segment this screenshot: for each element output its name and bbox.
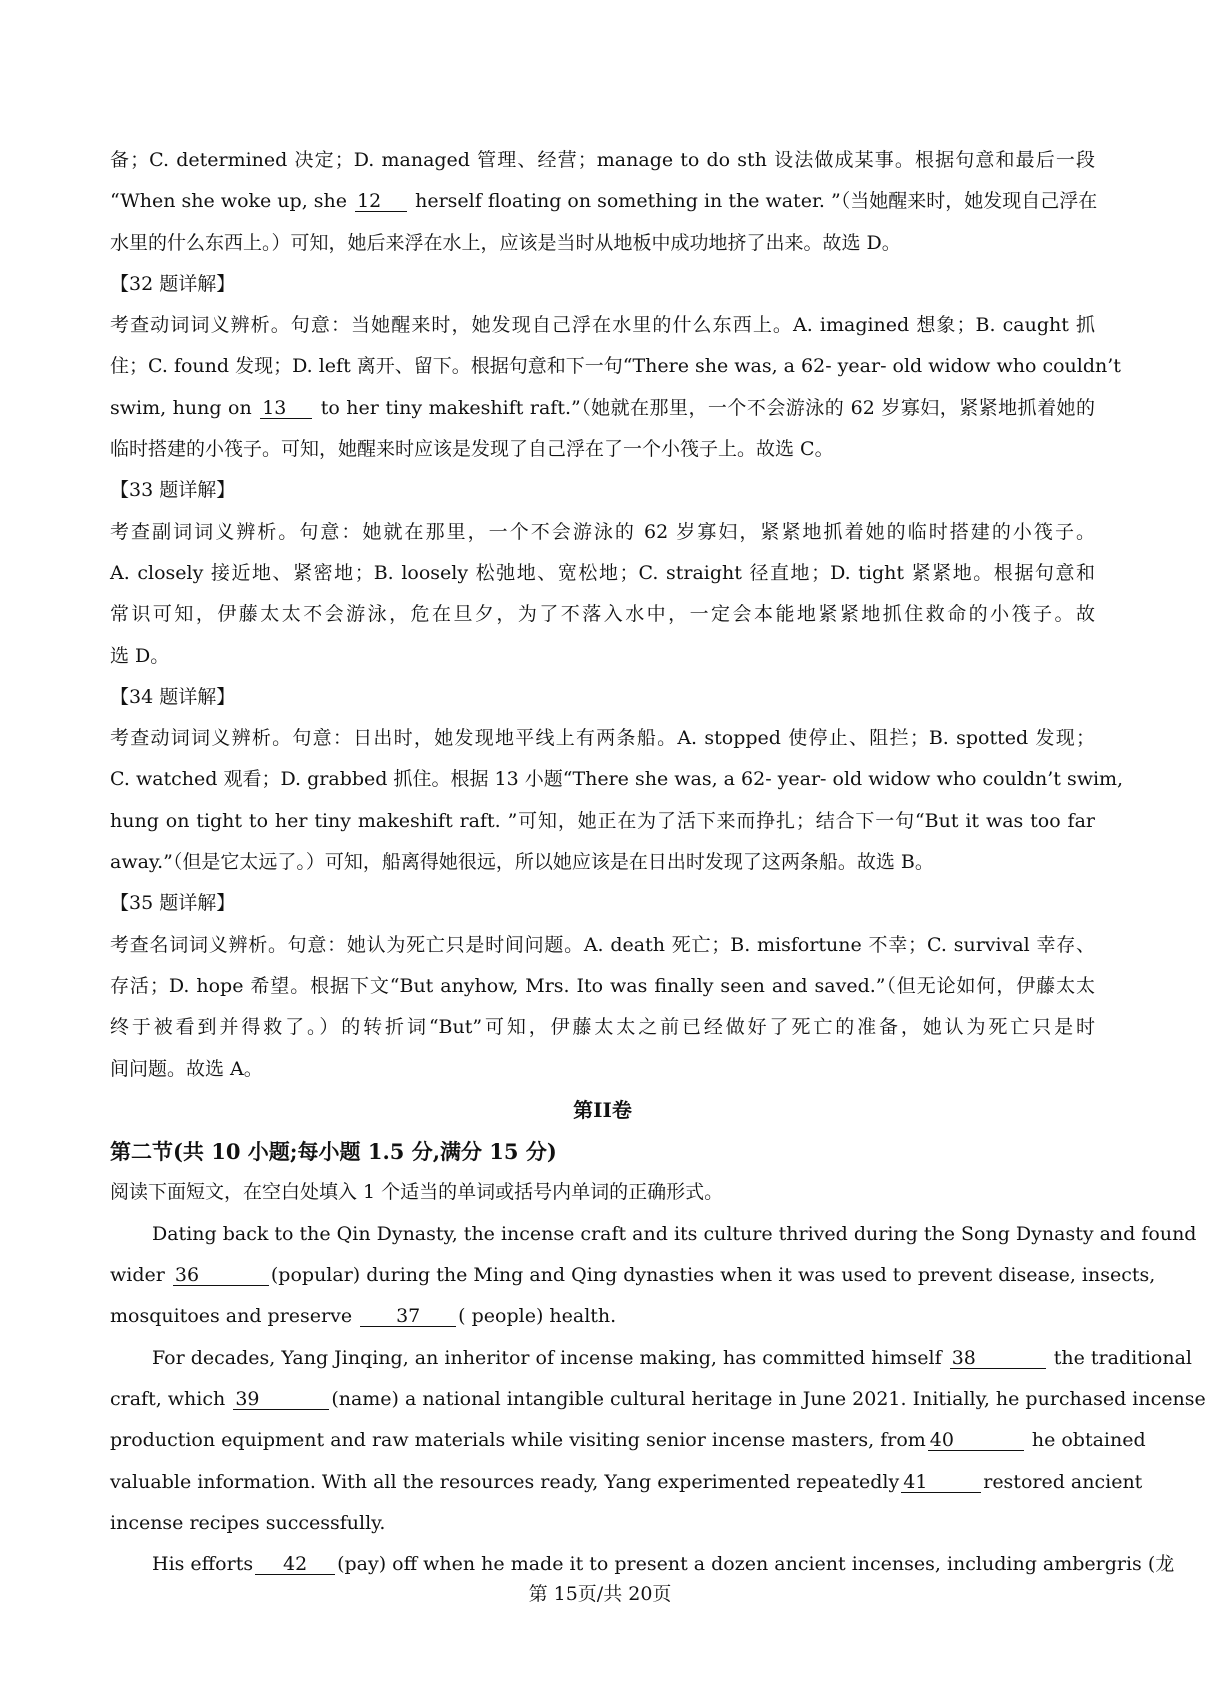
text-span: restored ancient bbox=[983, 1470, 1143, 1493]
text-line: away.”（但是它太远了。）可知，船离得她很远，所以她应该是在日出时发现了这两条船。故选 B。 bbox=[110, 851, 934, 874]
text-line: 常识可知，伊藤太太不会游泳，危在旦夕，为了不落入水中，一定会本能地紧紧地抓住救命的小筏子。故 bbox=[110, 603, 1095, 626]
instruction-text: 阅读下面短文，在空白处填入 1 个适当的单词或括号内单词的正确形式。 bbox=[110, 1181, 724, 1204]
text-span: (pay) off when he made it to present a dozen ancient incenses, including ambergris (龙 bbox=[337, 1553, 1175, 1576]
text-span: ( people) health. bbox=[458, 1305, 617, 1328]
passage-line: incense recipes successfully. bbox=[110, 1511, 386, 1534]
text-line bbox=[110, 388, 1095, 429]
section-heading-35: 【35 题详解】 bbox=[110, 892, 236, 915]
text-span: mosquitoes and preserve bbox=[110, 1305, 353, 1328]
text-line: 间问题。故选 A。 bbox=[110, 1057, 263, 1080]
text-span: production equipment and raw materials while visiting senior incense masters, from bbox=[110, 1429, 926, 1452]
page-number: 第 15页/共 20页 bbox=[528, 1583, 672, 1605]
text-line: 存活；D. hope 希望。根据下文“But anyhow, Mrs. Ito was finally seen and saved.”（但无论如何，伊藤太太 bbox=[110, 974, 1095, 997]
text-line: 终于被看到并得救了。）的转折词“But”可知，伊藤太太之前已经做好了死亡的准备，她认为死亡只是时 bbox=[110, 1016, 1095, 1039]
page-content bbox=[110, 140, 1206, 1585]
blank-12: 12 bbox=[355, 191, 407, 212]
text-line: 选 D。 bbox=[110, 644, 170, 667]
text-span: the traditional bbox=[1053, 1346, 1192, 1369]
text-span: “When she woke up, she bbox=[110, 190, 348, 213]
text-line: 考查名词词义辨析。句意：她认为死亡只是时间问题。A. death 死亡；B. misfortune 不幸；C. survival 幸存、 bbox=[110, 933, 1095, 956]
text-line: 临时搭建的小筏子。可知，她醒来时应该是发现了自己浮在了一个小筏子上。故选 C。 bbox=[110, 438, 834, 461]
blank-13: 13 bbox=[260, 398, 312, 419]
passage-line bbox=[110, 1296, 1095, 1337]
text-line: A. closely 接近地、紧密地；B. loosely 松弛地、宽松地；C. straight 径直地；D. tight 紧紧地。根据句意和 bbox=[110, 561, 1095, 584]
text-line: 考查动词词义辨析。句意：当她醒来时，她发现自己浮在水里的什么东西上。A. imagined 想象；B. caught 抓 bbox=[110, 314, 1095, 337]
text-span: For decades, Yang Jinqing, an inheritor of incense making, has committed himself bbox=[152, 1346, 942, 1369]
section-heading-33: 【33 题详解】 bbox=[110, 479, 236, 502]
text-span: he obtained bbox=[1031, 1429, 1146, 1452]
blank-41: 41 bbox=[901, 1472, 981, 1493]
text-span: His efforts bbox=[152, 1553, 254, 1576]
text-line: 考查动词词义辨析。句意：日出时，她发现地平线上有两条船。A. stopped 使停止、阻拦；B. spotted 发现； bbox=[110, 727, 1095, 750]
text-line: 考查副词词义辨析。句意：她就在那里，一个不会游泳的 62 岁寡妇，紧紧地抓着她的临时搭建的小筏子。 bbox=[110, 520, 1095, 543]
passage-line bbox=[110, 1255, 1156, 1296]
text-span: herself floating on something in the water. ”（当她醒来时，她发现自己浮在 bbox=[415, 190, 1098, 213]
blank-37: 37 bbox=[360, 1306, 456, 1327]
blank-38: 38 bbox=[950, 1348, 1046, 1369]
text-line bbox=[110, 181, 1098, 222]
text-span: wider bbox=[110, 1264, 165, 1287]
section-heading-34: 【34 题详解】 bbox=[110, 685, 236, 708]
text-span: to her tiny makeshift raft.”（她就在那里，一个不会游泳的 62 岁寡妇，紧紧地抓着她的 bbox=[320, 396, 1095, 419]
text-span: valuable information. With all the resources ready, Yang experimented repeatedly bbox=[110, 1470, 900, 1493]
blank-36: 36 bbox=[173, 1265, 269, 1286]
text-span: (name) a national intangible cultural heritage in June 2021. Initially, he purchased incense bbox=[331, 1387, 1206, 1410]
passage-line bbox=[110, 1462, 1143, 1503]
blank-42: 42 bbox=[255, 1554, 335, 1575]
blank-40: 40 bbox=[928, 1430, 1024, 1451]
text-line: 水里的什么东西上。）可知，她后来浮在水上，应该是当时从地板中成功地挤了出来。故选 D。 bbox=[110, 231, 901, 254]
text-span: craft, which bbox=[110, 1387, 226, 1410]
text-span: swim, hung on bbox=[110, 396, 252, 419]
passage-line bbox=[110, 1379, 1206, 1420]
passage-line: Dating back to the Qin Dynasty, the incense craft and its culture thrived during the Song Dynasty and found bbox=[152, 1222, 1197, 1245]
passage-line bbox=[110, 1420, 1146, 1461]
text-line: 住；C. found 发现；D. left 离开、留下。根据句意和下一句“There she was, a 62- year- old widow who couldn’t bbox=[110, 355, 1121, 378]
section-heading-32: 【32 题详解】 bbox=[110, 272, 236, 295]
blank-39: 39 bbox=[233, 1389, 329, 1410]
text-line: hung on tight to her tiny makeshift raft. ”可知，她正在为了活下来而挣扎；结合下一句“But it was too far bbox=[110, 809, 1095, 832]
text-line: 备；C. determined 决定；D. managed 管理、经营；manage to do sth 设法做成某事。根据句意和最后一段 bbox=[110, 149, 1095, 171]
text-line: C. watched 观看；D. grabbed 抓住。根据 13 小题“There she was, a 62- year- old widow who couldn’t swim, bbox=[110, 768, 1124, 791]
section-heading: 第二节(共 10 小题;每小题 1.5 分,满分 15 分) bbox=[110, 1139, 557, 1165]
passage-line bbox=[110, 1338, 1192, 1379]
volume-title: 第II卷 bbox=[573, 1097, 632, 1122]
text-span: (popular) during the Ming and Qing dynasties when it was used to prevent disease, insects, bbox=[270, 1264, 1156, 1287]
